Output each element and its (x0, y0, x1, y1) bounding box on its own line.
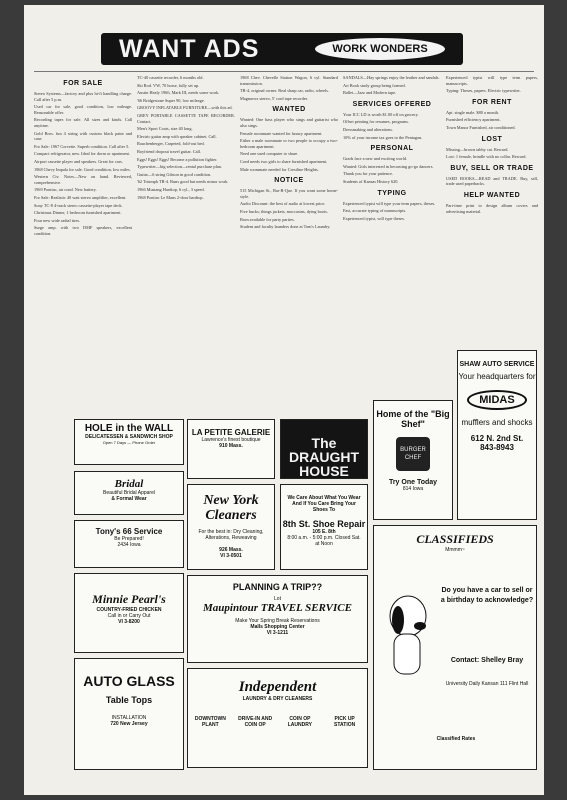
section-personal: PERSONAL (370, 145, 414, 153)
independent-laundry-ad (187, 668, 368, 768)
galerie-sub: Lawrence's finest boutique (201, 437, 261, 443)
shaw-line3: mufflers and shocks (461, 418, 533, 427)
independent-loc2: DRIVE-IN AND COIN OP (238, 716, 273, 728)
hole-sub: DELICATESSEN & SANDWICH SHOP (85, 434, 173, 440)
bridal-line2: & Formal Wear (111, 496, 147, 502)
bigshef-addr: 814 Iowa (402, 486, 424, 492)
section-typing: TYPING (377, 189, 407, 197)
shoe-name: 8th St. Shoe Repair (282, 519, 366, 529)
travel-place: Malls Shopping Center (250, 624, 305, 630)
classifieds-addr: University Daily Kansan 111 Flint Hall (445, 681, 529, 687)
classifieds-contact: Contact: Shelley Bray (450, 657, 524, 664)
independent-sub: LAUNDRY & DRY CLEANERS (242, 696, 313, 702)
travel-phone: VI 3-1211 (266, 630, 289, 636)
classifieds-rates: Classified Rates (436, 736, 476, 742)
independent-loc1: DOWNTOWN PLANT (194, 716, 226, 728)
minnie-pearls-ad (74, 573, 184, 653)
auto-glass-ad (74, 658, 184, 770)
shaw-addr: 612 N. 2nd St. (470, 434, 524, 443)
bridal-logo: Bridal (114, 478, 144, 490)
column-3: 1968 Chev. Chevelle Station Wagon, 6 cyl. Standard transmission. TR-4, original owner. Real sharp car, radio, wheels. Magnavox stereo, 5' cord tape recorder. WANTED Wanted: One bass player who sings and guitarist who also sings. Female roommate wanted for luxury apartment. Either a male roommate or two people to occupy a two-bedroom apartment. Need one used computer to share. Coed needs two girls to share furnished apartment. Male roommate needed for Crestline Heights. NOTICE 515 Michigan St., Bar-B-Que. If you want some home-style. Audio Discount: the best of audio at lowest price. Five bucks; things jackets, moccasins, dying boots. Born available for party parties. Student and faculty launders done at Tom's Laundry. (240, 75, 338, 230)
bridal-ad (74, 471, 184, 515)
column-2: TC-40 cassette recorder, 6 months old. Ski Rod. VW, 70 horse, fully set up. Austin Healy 1966, Mark III, needs some work. '66 Bridgestone Super 90, low mileage. GROOVY INFLATABLE FURNITURE—with this ad. GREY PORTABLE CASSETTE TAPE RECORDER. Contact. Men's Sport Coats, size 40 long. Electric guitar amp with speaker cabinet. Call. Rauchenberger, Carpeted, fold-out bed. Boyfriend dropout travel guitar. Call. Eggs! Eggs! Eggs! Become a pollution fighter. Typewriter—big selection—rental purchase plan. Guitar—6 string Gibson in good condition. '62 Triumph TR-4. Runs good but needs minor work. 1966 Mustang Hardtop, 6 cyl., 3 speed. 1968 Pontiac Le Mans 2-door hardtop. (137, 75, 235, 200)
shaw-line1: SHAW AUTO SERVICE (459, 361, 535, 368)
bigshef-sign: BURGER CHEF (396, 437, 430, 471)
independent-loc3: COIN OP LAUNDRY (287, 716, 312, 728)
classifieds-line1: Do you have a car to sell or a birthday to acknowledge? (440, 587, 534, 604)
cleaners-addr: 926 Mass. (219, 547, 243, 553)
draught-name: The DRAUGHT HOUSE (289, 435, 359, 479)
galerie-addr: 910 Mass. (219, 443, 243, 449)
shoe-addr: 105 E. 8th (312, 529, 336, 535)
section-notice: NOTICE (274, 177, 304, 185)
auto-addr: 720 New Jersey (110, 721, 148, 727)
cleaners-phone: VI 3-0501 (220, 553, 242, 559)
shoe-line1: We Care About What You Wear And If You Care Bring Your Shoes To (287, 495, 361, 513)
travel-name: Maupintour TRAVEL SERVICE (203, 602, 352, 614)
hole-hours: Open 7 Days — Phone Order (102, 440, 156, 445)
column-4: SANDALS—Hay springs enjoy the leather and sandals. Art Book study group being formed. Ballet—Jazz and Modern tape. SERVICES OFFERED Your ICC LD is worth $1.00 off on grocery. Offset printing for resumes, programs. Dressmaking and alterations. 10% of your income tax goes to the Pentagon. PERSONAL Grads face a new and exciting world. Wanted: Girls interested in becoming go-go dancers. Thank you for your patience. Students of Kansas History 620. TYPING Experienced typist will type your term papers, theses. Fast, accurate typing of manuscripts. Experienced typist, will type theses. (343, 75, 440, 221)
auto-extra: INSTALLATION (111, 715, 147, 721)
classifieds-title: CLASSIFIEDS (416, 532, 494, 546)
section-lost: LOST (481, 135, 503, 143)
column-1: FOR SALE Stereo Systems—factory and plus hi-fi handling charge. Call after 5 p.m. Used car for sale, good condition, low mileage. Reasonable offer. Recording tapes for sale. All sizes and kinds. Call anytime. Gold Bros. fun 4 string with custom black paint and case. For Sale: 1967 Corvette. Superb condition. Call after 5. Compact refrigerator, new. Ideal for dorm or apartment. Airport cassette player and speakers. Great for cars. 1968 Chevy Impala for sale. Good condition, low miles. Western Civ. Notes—New on hand. Reviewed, comprehensive. 1969 Pontiac, air cond. New battery. For Sale: Realistic 40 watt stereo amplifier, excellent. Sony TC-8 4-track stereo cassette-player tape deck. Christmas Dinner, 1 bedroom furnished apartment. Four new wide radial tires. Surge amp. with two DMF speakers, excellent condition. (34, 80, 132, 236)
section-for-sale: FOR SALE (63, 80, 103, 87)
la-petite-galerie-ad (187, 419, 275, 479)
tonys-service-ad (74, 520, 184, 568)
bigshef-cta: Try One Today (388, 479, 438, 486)
shaw-auto-ad (457, 350, 537, 520)
new-york-cleaners-ad (187, 484, 275, 570)
shaw-line2: Your headquarters for (458, 372, 536, 381)
banner-tag: WORK WONDERS (315, 38, 445, 60)
independent-loc4: PICK UP STATION (334, 716, 356, 728)
shoe-repair-ad (280, 484, 368, 570)
tonys-name: Tony's 66 Service (95, 527, 163, 536)
classifieds-ad (373, 525, 537, 770)
pearls-phone: VI 3-8200 (118, 619, 140, 625)
independent-name: Independent (238, 679, 317, 695)
tonys-addr: 2434 Iowa (117, 542, 141, 548)
snoopy-illustration (378, 586, 436, 686)
classifieds-sub: Mmmm~ (445, 547, 465, 553)
maupintour-travel-ad (187, 575, 368, 663)
bridal-line1: Beautiful Bridal Apparel (103, 490, 155, 496)
shoe-hours: 8:00 a.m. - 5:00 p.m. Closed Sat. at Noon (287, 535, 361, 547)
bigshef-title: Home of the "Big Shef" (376, 409, 450, 429)
hole-name: HOLE in the WALL (84, 423, 174, 434)
section-for-rent: FOR RENT (472, 98, 512, 106)
cleaners-name: New York Cleaners (203, 493, 259, 523)
section-wanted: WANTED (272, 106, 306, 114)
tonys-sub: Be Prepared! (114, 536, 144, 542)
auto-sub: Table Tops (105, 695, 153, 705)
travel-title: PLANNING A TRIP?? (232, 582, 323, 592)
newspaper-page (24, 5, 544, 795)
galerie-name: LA PETITE GALERIE (191, 428, 271, 437)
pearls-note: Call in or Carry Out (107, 613, 151, 619)
shaw-phone: 843-8943 (480, 443, 514, 452)
draught-house-ad (280, 419, 368, 479)
banner-title: WANT ADS (119, 35, 260, 63)
cleaners-sub: For the best in: Dry Cleaning, Alterations, Reweaving (198, 529, 264, 541)
section-help-wanted: HELP WANTED (463, 191, 521, 199)
auto-name: AUTO GLASS (83, 673, 175, 689)
want-ads-banner (101, 33, 463, 65)
section-services: SERVICES OFFERED (352, 100, 432, 108)
travel-lot: Lot (274, 596, 281, 602)
big-shef-ad (373, 400, 453, 520)
column-5: Experienced typist will type term papers, manuscripts. Typing: Theses, papers. Electric typewriter. FOR RENT Apt. single male. $80 a month. Furnished efficiency apartment. Town Manor Furnished, air conditioned. LOST Missing—brown tabby cat. Reward. Lost: 1 female, brindle with no collar. Reward. BUY, SELL OR TRADE USED BOOKS—READ and TRADE. Buy, sell, trade used paperbacks. HELP WANTED Part-time print to design album covers and advertising material. (446, 75, 538, 214)
travel-note: Make Your Spring Break Reservations (235, 618, 320, 624)
pearls-sub: COUNTRY-FRIED CHICKEN (96, 607, 162, 613)
section-buy-sell: BUY, SELL OR TRADE (450, 164, 534, 172)
hole-in-the-wall-ad (74, 419, 184, 465)
divider (34, 71, 534, 72)
pearls-name: Minnie Pearl's (92, 592, 166, 606)
midas-logo: MIDAS (467, 390, 527, 410)
independent-locations (188, 716, 367, 728)
